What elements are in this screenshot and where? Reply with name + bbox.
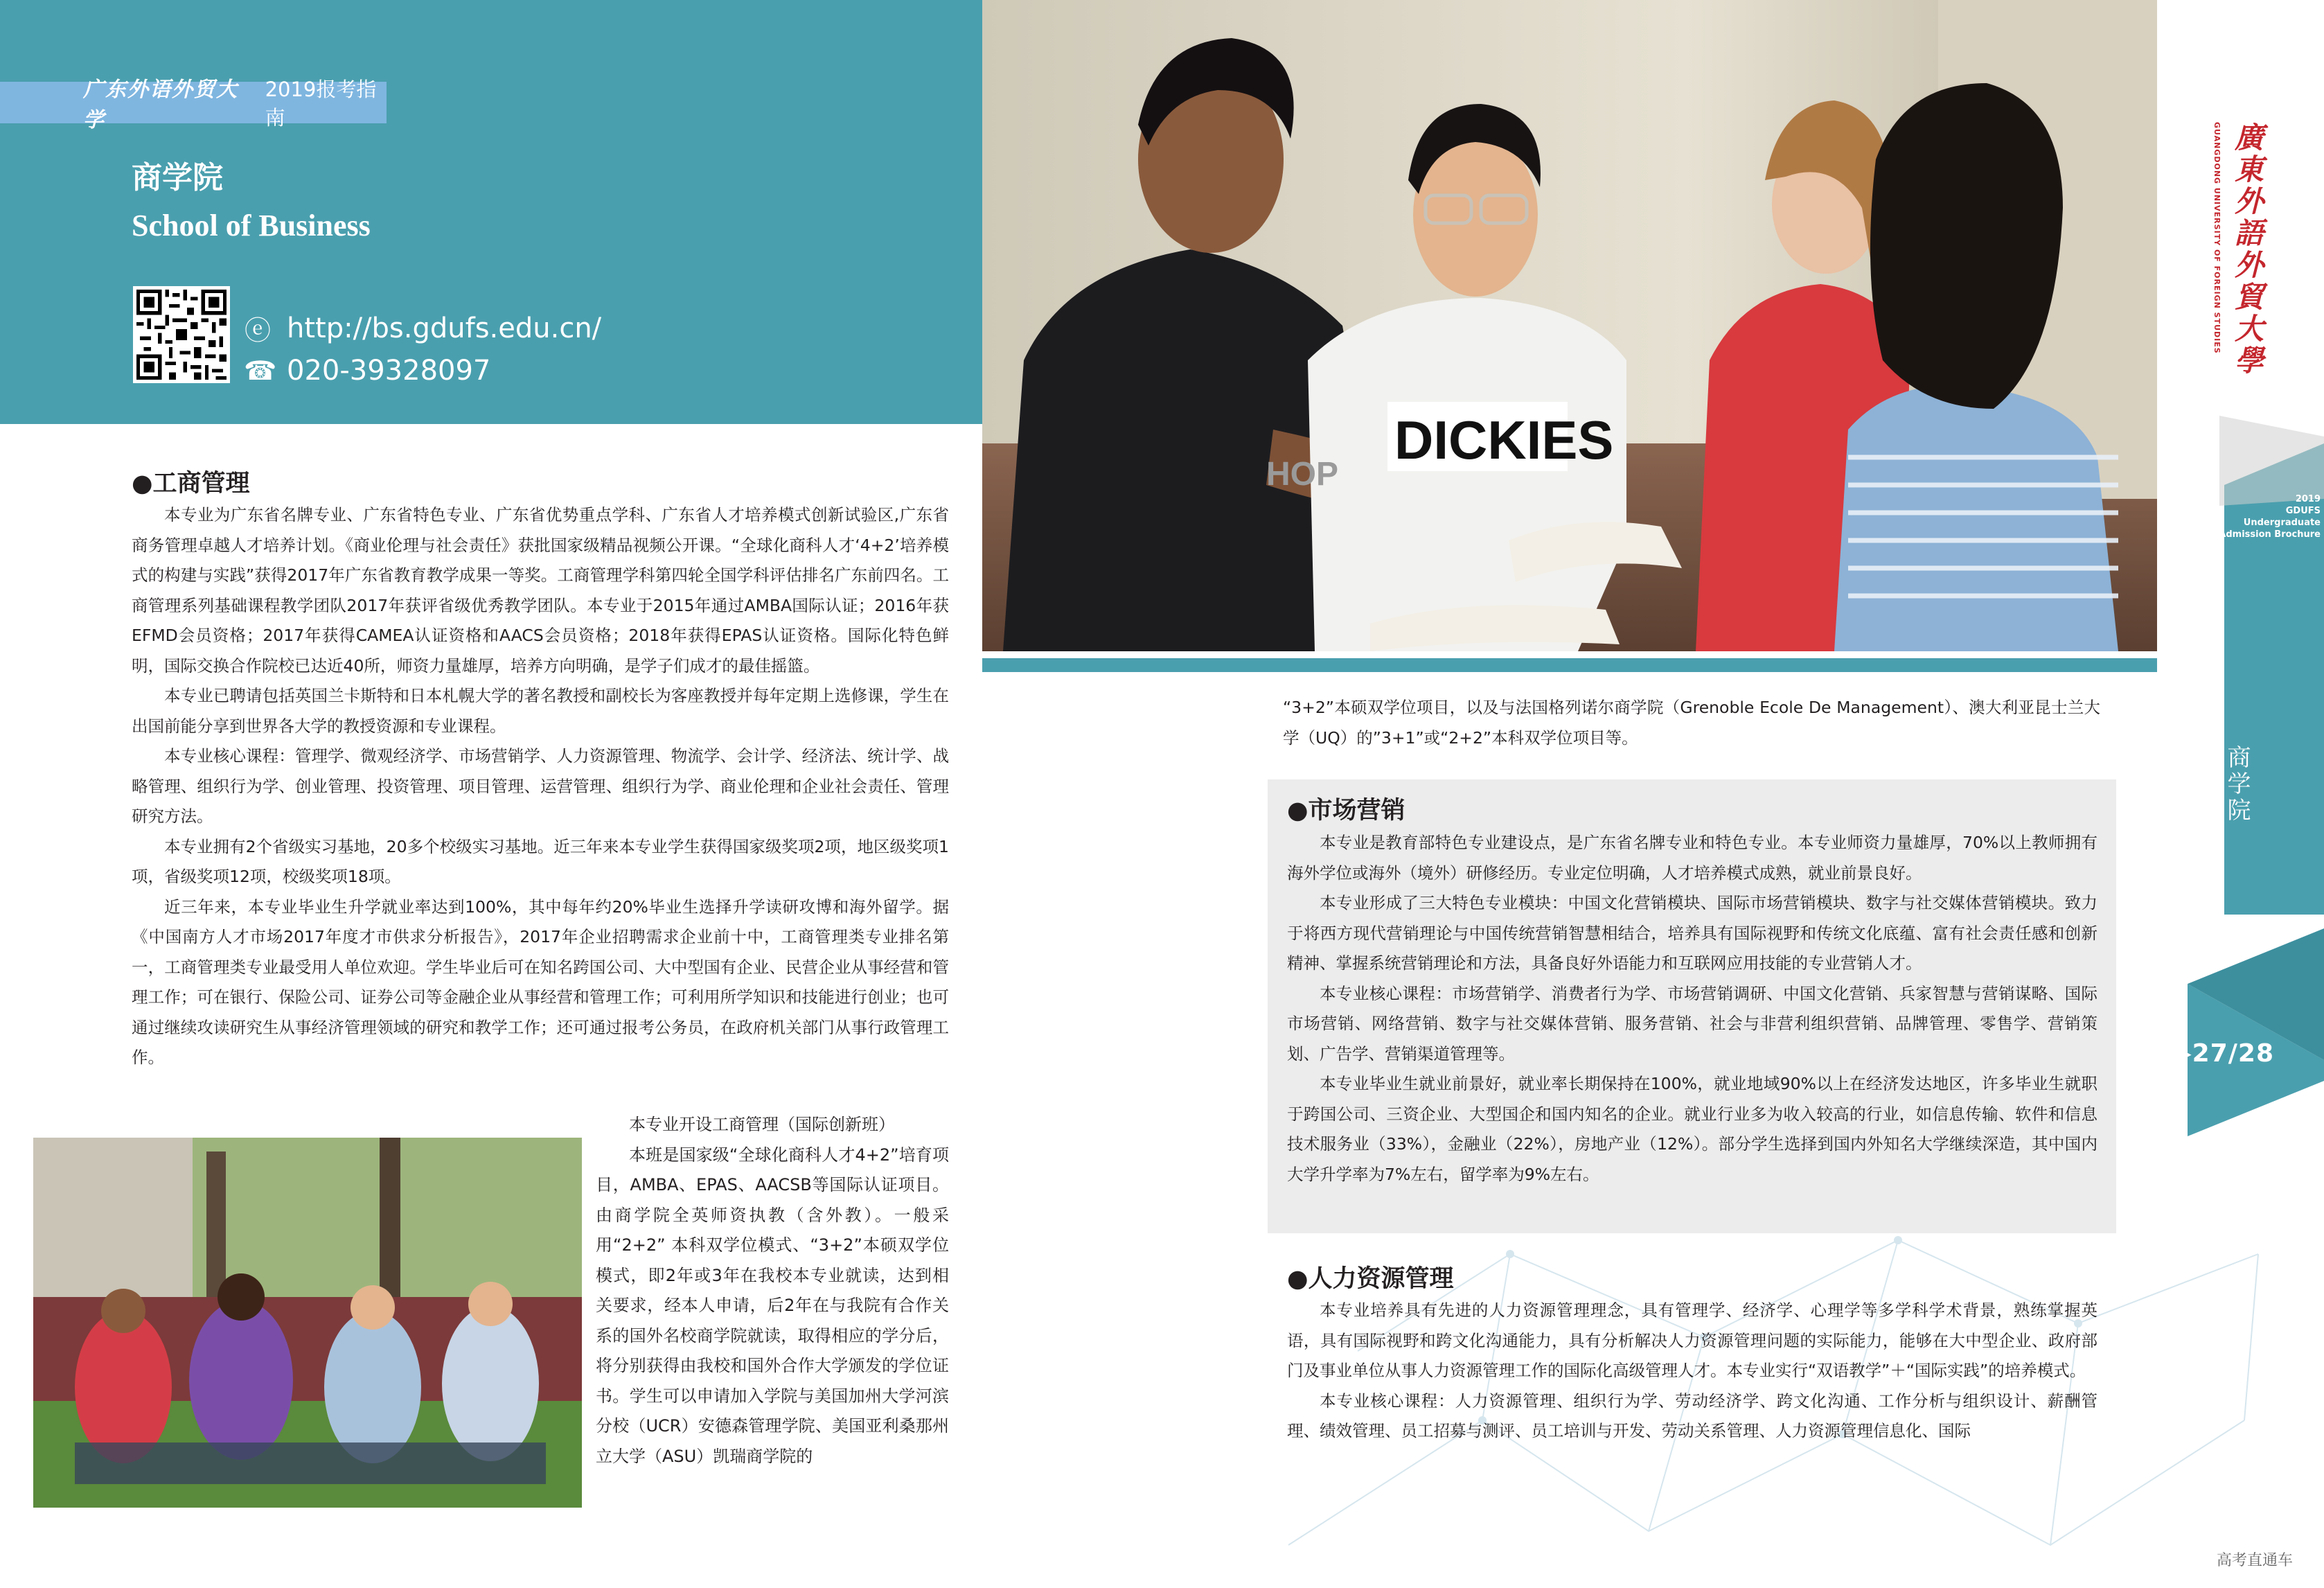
section-heading-business-admin: ●工商管理 xyxy=(132,470,250,497)
section-heading-hr: ●人力资源管理 xyxy=(1287,1265,1454,1293)
brochure-tag xyxy=(2203,493,2321,540)
paragraph: 本专业形成了三大特色专业模块：中国文化营销模块、国际市场营销模块、数字与社交媒体营销模块。致力于将西方现代营销理论与中国传统营销智慧相结合，培养具有国际视野和传统文化底蕴、富有社会责任感和创新精神、掌握系统营销理论和方法，具备良好外语能力和互联网应用技能的专业营销人才。 xyxy=(1287,893,2097,973)
university-logo: 广东外语外贸大学 xyxy=(83,78,238,132)
paragraph: 本专业核心课程：市场营销学、消费者行为学、市场营销调研、中国文化营销、兵家智慧与营销谋略、国际市场营销、网络营销、数字与社交媒体营销、服务营销、社会与非营利组织营销、品牌管理、零售学、营销策划、广告学、营销渠道管理等。 xyxy=(1287,983,2097,1064)
business-admin-continued-2 xyxy=(1283,693,2100,753)
shirt-print: DICKIES xyxy=(1394,409,1614,470)
paragraph: 本专业核心课程：人力资源管理、组织行为学、劳动经济学、跨文化沟通、工作分析与组织设计、薪酬管理、绩效管理、员工招募与测评、员工培训与开发、劳动关系管理、人力资源管理信息化、国际 xyxy=(1287,1391,2097,1440)
website-line xyxy=(244,309,601,347)
paragraph: 本专业为广东省名牌专业、广东省特色专业、广东省优势重点学科、广东省人才培养模式创新试验区,广东省商务管理卓越人才培养计划。《商业伦理与社会责任》获批国家级精品视频公开课。“全球化商科人才‘4+2’培养模式的构建与实践”获得2017年广东省教育教学成果一等奖。工商管理学科第四轮全国学科评估排名广东前四名。工商管理系列基础课程教学团队2017年获评省级优秀教学团队。本专业于2015年通过AMBA国际认证；2016年获EFMD会员资格；2017年获得CAMEA认证资格和AACS会员资格；2018年获得EPAS认证资格。国际化特色鲜明，国际交换合作院校已达近40所，师资力量雄厚，培养方向明确，是学子们成才的最佳摇篮。 xyxy=(132,505,949,676)
paragraph: 本班是国家级“全球化商科人才4+2”培育项目，AMBA、EPAS、AACSB等国际认证项目。由商学院全英师资执教（含外教）。一般采用“2+2” 本科双学位模式、“3+2”本硕双学位模式，即2年或3年在我校本专业就读，达到相关要求，经本人申请，后2年在与我院有合作关系的国外名校商学院就读，取得相应的学分后，将分别获得由我校和国外合作大学颁发的学位证书。学生可以申请加入学院与美国加州大学河滨分校（UCR）安德森管理学院、美国亚利桑那州立大学（ASU）凯瑞商学院的 xyxy=(596,1145,949,1466)
watermark: 高考直通车 xyxy=(2217,1552,2294,1569)
vertical-logo-en: GUANGDONG UNIVERSITY OF FOREIGN STUDIES xyxy=(2212,122,2221,354)
paragraph: 本专业是教育部特色专业建设点，是广东省名牌专业和特色专业。本专业师资力量雄厚，70%以上教师拥有海外学位或海外（境外）研修经历。专业定位明确，人才培养模式成熟，就业前景良好。 xyxy=(1287,833,2097,883)
paragraph: 本专业核心课程：管理学、微观经济学、市场营销学、人力资源管理、物流学、会计学、经济法、统计学、战略管理、组织行为学、创业管理、投资管理、项目管理、运营管理、组织行为学、商业伦理和企业社会责任、管理研究方法。 xyxy=(132,746,949,826)
paragraph: “3+2”本硕双学位项目，以及与法国格列诺尔商学院（Grenoble Ecole De Management）、澳大利亚昆士兰大学（UQ）的”3+1”或“2+2”本科双学位项目等。 xyxy=(1283,698,2100,748)
students-photo xyxy=(982,0,2157,651)
vertical-university-logo xyxy=(2212,122,2264,406)
brochure-line4: Admission Brochure xyxy=(2219,529,2321,540)
school-title-en: School of Business xyxy=(132,209,371,242)
side-section-label: 商学院 xyxy=(2223,745,2251,824)
brochure-line3: Undergraduate xyxy=(2243,518,2321,528)
teal-divider xyxy=(982,658,2157,672)
hr-body xyxy=(1287,1296,2097,1447)
page-number: ▶27/28 xyxy=(2172,1039,2275,1068)
paragraph: 本专业拥有2个省级实习基地，20多个校级实习基地。近三年来本专业学生获得国家级奖项2项，地区级奖项1项，省级奖项12项，校级奖项18项。 xyxy=(132,836,949,886)
paragraph: 本专业开设工商管理（国际创新班） xyxy=(629,1115,895,1134)
business-admin-continued xyxy=(596,1110,949,1472)
phone-number: 020-39328097 xyxy=(287,355,491,387)
qr-code xyxy=(133,286,230,383)
brochure-org: GDUFS xyxy=(2285,506,2321,516)
business-admin-body xyxy=(132,500,949,1073)
section-heading-marketing: ●市场营销 xyxy=(1287,797,1405,824)
brand-tag xyxy=(0,78,387,132)
school-title-zh: 商学院 xyxy=(132,160,223,195)
brochure-year: 2019 xyxy=(2295,494,2321,504)
group-photo xyxy=(33,1138,582,1508)
shirt-print-2: HOP xyxy=(1266,456,1339,493)
paragraph: 近三年来，本专业毕业生升学就业率达到100%，其中每年约20%毕业生选择升学读研攻博和海外留学。据《中国南方人才市场2017年度才市供求分析报告》，2017年企业招聘需求企业前十中，工商管理类专业排名第一，工商管理类专业最受用人单位欢迎。学生毕业后可在知名跨国公司、大中型国有企业、民营企业从事经营和管理工作；可在银行、保险公司、证券公司等金融企业从事经营和管理工作；可利用所学知识和技能进行创业；也可通过继续攻读研究生从事经济管理领域的研究和教学工作；还可通过报考公务员，在政府机关部门从事行政管理工作。 xyxy=(132,897,949,1067)
paragraph: 本专业毕业生就业前景好，就业率长期保持在100%，就业地域90%以上在经济发达地区，许多毕业生就职于跨国公司、三资企业、大型国企和国内知名的企业。就业行业多为收入较高的行业，如信息传输、软件和信息技术服务业（33%），金融业（22%），房地产业（12%）。部分学生选择到国内外知名大学继续深造，其中国内大学升学率为7%左右，留学率为9%左右。 xyxy=(1287,1074,2097,1184)
telephone-icon: ☎ xyxy=(244,355,277,386)
website-link[interactable]: http://bs.gdufs.edu.cn/ xyxy=(287,312,602,344)
guide-title: 2019报考指南 xyxy=(265,78,377,130)
ie-icon: ⓔ xyxy=(244,315,271,346)
phone-line xyxy=(244,355,490,387)
vertical-logo-zh: 廣東外語外貿大學 xyxy=(2230,122,2264,377)
paragraph: 本专业培养具有先进的人力资源管理理念，具有管理学、经济学、心理学等多学科学术背景，熟练掌握英语，具有国际视野和跨文化沟通能力，具有分析解决人力资源管理问题的实际能力，能够在大中型企业、政府部门及事业单位从事人力资源管理工作的国际化高级管理人才。本专业实行“双语教学”＋“国际实践”的培养模式。 xyxy=(1287,1300,2097,1380)
paragraph: 本专业已聘请包括英国兰卡斯特和日本札幌大学的著名教授和副校长为客座教授并每年定期上选修课，学生在出国前能分享到世界各大学的教授资源和专业课程。 xyxy=(132,686,949,736)
marketing-body xyxy=(1287,828,2097,1190)
